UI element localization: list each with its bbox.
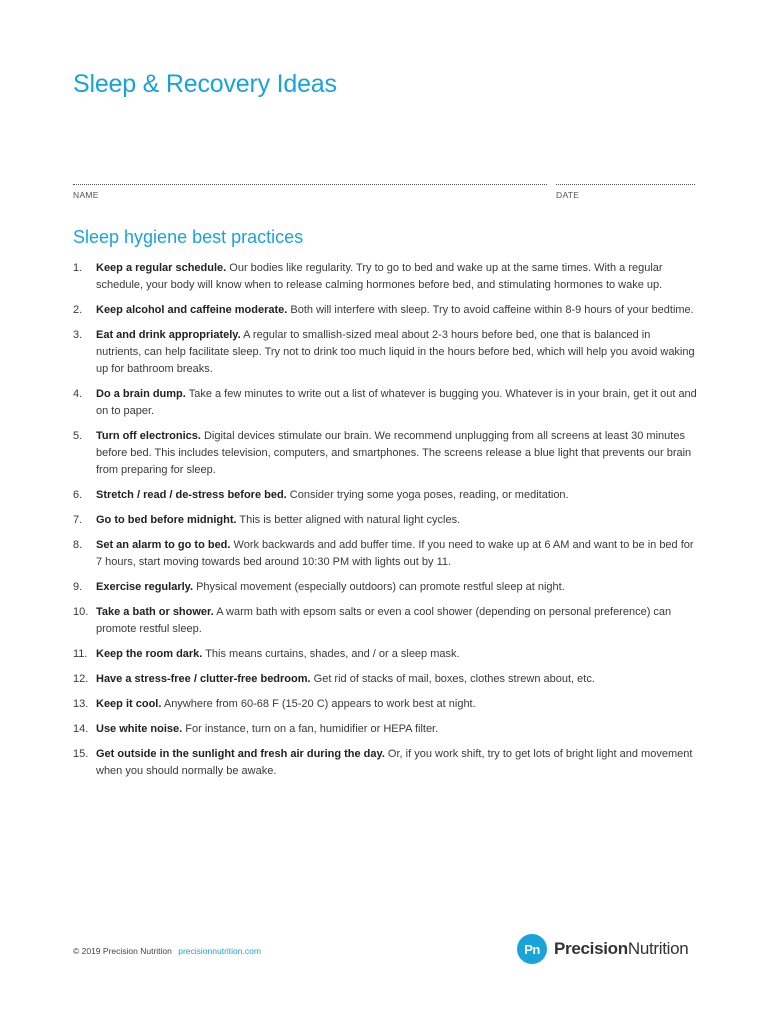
item-heading: Have a stress-free / clutter-free bedroom.: [96, 673, 311, 685]
name-field[interactable]: [73, 184, 547, 200]
footer: [73, 946, 261, 956]
list-item: [73, 260, 697, 294]
item-text: [96, 260, 697, 294]
item-heading: Keep a regular schedule.: [96, 262, 227, 274]
item-text: [96, 512, 697, 529]
item-body: A regular to smallish-sized meal about 2-3 hours before bed, one that is balanced in nutrients, can help facilitate sleep. Try not to drink too much liquid in the hours before bed, which will help you avoid waking up for bathroom breaks.: [96, 329, 695, 375]
item-heading: Keep the room dark.: [96, 648, 203, 660]
item-heading: Take a bath or shower.: [96, 606, 214, 618]
item-number: 2.: [73, 304, 83, 316]
item-body: Work backwards and add buffer time. If you need to wake up at 6 AM and want to be in bed for 7 hours, start moving towards bed around 10:30 PM with lights out by 11.: [96, 539, 694, 568]
item-body: Both will interfere with sleep. Try to avoid caffeine within 8-9 hours of your bedtime.: [287, 304, 694, 316]
item-body: Physical movement (especially outdoors) can promote restful sleep at night.: [193, 581, 565, 593]
list-item: [73, 537, 697, 571]
item-text: [96, 721, 697, 738]
item-number: 10.: [73, 606, 89, 618]
item-body: Get rid of stacks of mail, boxes, clothes strewn about, etc.: [310, 673, 595, 685]
item-body: Our bodies like regularity. Try to go to bed and wake up at the same times. With a regular schedule, your body will know when to release calming hormones before bed, and stimulating hormones to wake up.: [96, 262, 663, 291]
item-body: Digital devices stimulate our brain. We recommend unplugging from all screens at least 30 minutes before bed. This includes television, computers, and smartphones. The screens release a blue light that prevents our brain from preparing for sleep.: [96, 430, 692, 476]
item-text: [96, 487, 697, 504]
list-item: [73, 604, 697, 638]
item-number: 1.: [73, 262, 83, 274]
item-number: 9.: [73, 581, 83, 593]
item-text: [96, 386, 697, 420]
item-number: 7.: [73, 514, 83, 526]
item-body: Or, if you work shift, try to get lots of bright light and movement when you should normally be awake.: [96, 748, 693, 777]
list-item: [73, 696, 697, 713]
date-label: DATE: [556, 190, 580, 200]
list-item: [73, 579, 697, 596]
date-field[interactable]: [556, 184, 695, 200]
item-number: 4.: [73, 388, 83, 400]
date-line: [556, 184, 695, 185]
website-link[interactable]: precisionnutrition.com: [178, 946, 261, 956]
item-body: This is better aligned with natural light cycles.: [236, 514, 461, 526]
item-body: For instance, turn on a fan, humidifier or HEPA filter.: [182, 723, 439, 735]
page-title: Sleep & Recovery Ideas: [73, 70, 337, 98]
item-number: 13.: [73, 698, 89, 710]
item-text: [96, 579, 697, 596]
item-heading: Stretch / read / de-stress before bed.: [96, 489, 287, 501]
item-text: [96, 671, 697, 688]
section-title: Sleep hygiene best practices: [73, 227, 304, 247]
item-heading: Keep alcohol and caffeine moderate.: [96, 304, 288, 316]
list-item: [73, 428, 697, 479]
item-heading: Set an alarm to go to bed.: [96, 539, 231, 551]
item-heading: Keep it cool.: [96, 698, 162, 710]
list-item: [73, 746, 697, 780]
list-item: [73, 327, 697, 378]
item-body: A warm bath with epsom salts or even a cool shower (depending on personal preference) can promote restful sleep.: [96, 606, 672, 635]
precision-nutrition-logo: [517, 934, 688, 964]
item-heading: Use white noise.: [96, 723, 183, 735]
list-item: [73, 302, 697, 319]
item-text: [96, 604, 697, 638]
item-body: Take a few minutes to write out a list of whatever is bugging you. Whatever is in your brain, get it out and on to paper.: [96, 388, 697, 417]
item-text: [96, 428, 697, 479]
list-item: [73, 671, 697, 688]
item-number: 6.: [73, 489, 83, 501]
item-number: 11.: [73, 648, 88, 660]
item-number: 3.: [73, 329, 83, 341]
item-heading: Exercise regularly.: [96, 581, 194, 593]
list-item: [73, 386, 697, 420]
pn-logo-icon: Pn: [517, 934, 547, 964]
item-heading: Go to bed before midnight.: [96, 514, 237, 526]
list-item: [73, 646, 697, 663]
item-text: [96, 646, 697, 663]
copyright: © 2019 Precision Nutrition: [73, 946, 172, 956]
list-item: [73, 721, 697, 738]
logo-word-nutrition: Nutrition: [627, 939, 689, 958]
item-number: 5.: [73, 430, 83, 442]
item-body: Anywhere from 60-68 F (15-20 C) appears to work best at night.: [161, 698, 476, 710]
item-text: [96, 696, 697, 713]
item-body: This means curtains, shades, and / or a sleep mask.: [202, 648, 460, 660]
list-item: [73, 512, 697, 529]
item-number: 15.: [73, 748, 89, 760]
item-heading: Turn off electronics.: [96, 430, 201, 442]
name-line: [73, 184, 547, 185]
item-heading: Do a brain dump.: [96, 388, 186, 400]
item-text: [96, 327, 697, 378]
logo-word-precision: Precision: [554, 939, 628, 958]
item-number: 14.: [73, 723, 89, 735]
item-heading: Get outside in the sunlight and fresh air during the day.: [96, 748, 385, 760]
item-body: Consider trying some yoga poses, reading, or meditation.: [286, 489, 569, 501]
item-number: 12.: [73, 673, 89, 685]
best-practices-list: [73, 260, 697, 788]
item-heading: Eat and drink appropriately.: [96, 329, 241, 341]
list-item: [73, 487, 697, 504]
logo-wordmark: [554, 939, 688, 959]
item-text: [96, 746, 697, 780]
name-label: NAME: [73, 190, 99, 200]
item-text: [96, 302, 697, 319]
item-number: 8.: [73, 539, 83, 551]
item-text: [96, 537, 697, 571]
